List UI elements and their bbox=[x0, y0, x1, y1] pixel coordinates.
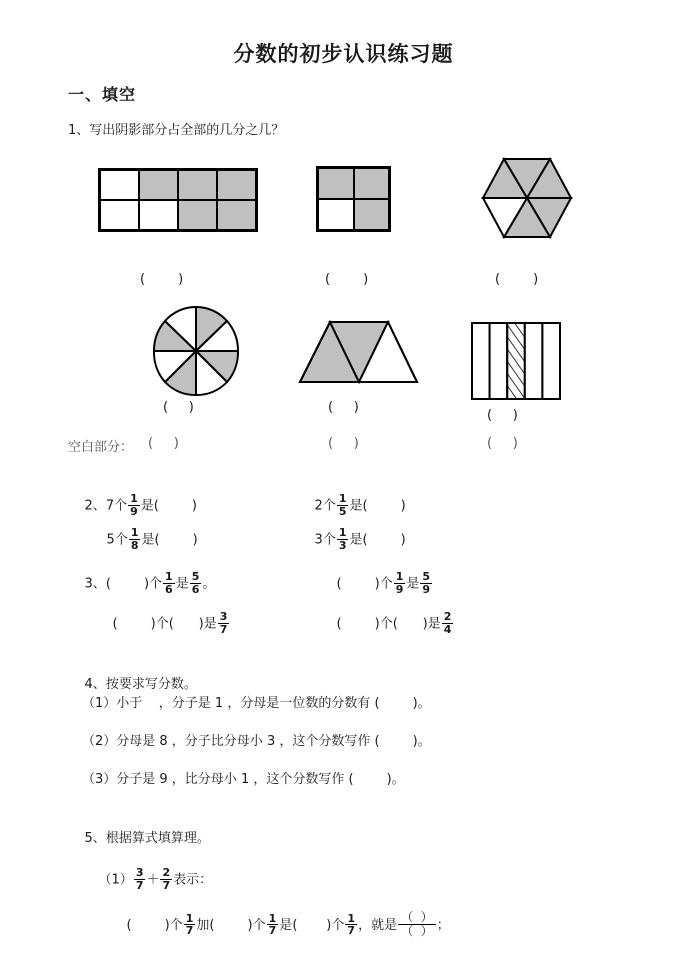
q3-item-4-verb: 是 bbox=[427, 616, 441, 632]
q5-blank-1[interactable]: ( ) bbox=[126, 918, 170, 934]
grid-cell bbox=[178, 170, 217, 200]
blank-under-grid-4[interactable]: ( ) bbox=[325, 272, 369, 287]
q2-item-2-verb: 是 bbox=[349, 498, 363, 514]
question-3-row-2-right bbox=[320, 596, 454, 650]
question-4-item-1[interactable]: （1）小于 ，分子是 1 ，分母是一位数的分数有 ( )。 bbox=[82, 696, 431, 711]
q5-verb: 是 bbox=[279, 918, 293, 934]
q2-item-3-unit: 个 bbox=[114, 532, 128, 548]
q3-item-2-verb: 是 bbox=[406, 576, 420, 592]
grid-cell bbox=[139, 200, 178, 230]
grid-cell bbox=[318, 168, 354, 199]
blank-under-grid-8[interactable]: ( ) bbox=[140, 272, 184, 287]
question-1-text: 写出阴影部分占全部的几分之几？ bbox=[89, 123, 285, 138]
q2-item-1-count: 7 bbox=[105, 498, 115, 514]
question-4-item-3[interactable]: （3）分子是 9 ，比分母小 1 ，这个分数写作 ( )。 bbox=[82, 772, 405, 787]
answer-fraction-blank[interactable]: $\frac{( )}{( )}$ bbox=[398, 911, 436, 937]
q2-item-1-unit: 个 bbox=[114, 498, 128, 514]
q2-item-4-unit: 个 bbox=[322, 532, 336, 548]
question-3-number: 3、 bbox=[84, 576, 106, 592]
grid-cell bbox=[318, 199, 354, 230]
fraction-one-seventh: $\frac{1}{7}$ bbox=[347, 911, 356, 938]
q2-item-4-verb: 是 bbox=[349, 532, 363, 548]
grid-cell bbox=[217, 170, 256, 200]
q2-item-1-blank[interactable]: ( ) bbox=[153, 498, 197, 514]
blank-part-label: 空白部分： bbox=[68, 440, 134, 455]
blank-part-answer-1[interactable]: ( ) bbox=[148, 436, 179, 451]
blank-part-answer-2[interactable]: ( ) bbox=[328, 436, 359, 451]
q3-item-1-unit: 个 bbox=[149, 576, 163, 592]
q2-item-2-unit: 个 bbox=[322, 498, 336, 514]
question-4-item-2[interactable]: （2）分母是 8 ，分子比分母小 3 ，这个分数写作 ( )。 bbox=[82, 734, 431, 749]
fraction-one-eighth: $\frac{1}{8}$ bbox=[130, 526, 139, 552]
fraction-one-fifth: $\frac{1}{5}$ bbox=[338, 492, 347, 518]
figure-circle-8-sectors bbox=[152, 305, 240, 401]
blank-part-answer-3[interactable]: ( ) bbox=[487, 436, 518, 451]
grid-cell bbox=[354, 168, 390, 199]
blank-under-trapezoid[interactable]: ( ) bbox=[328, 400, 359, 415]
q3-item-2-unit: 个 bbox=[379, 576, 393, 592]
page-title: 分数的初步认识练习题 bbox=[233, 42, 454, 66]
fraction-one-ninth: $\frac{1}{9}$ bbox=[130, 492, 138, 518]
q3-item-2-blank[interactable]: ( ) bbox=[336, 576, 380, 592]
fraction-one-sixth: $\frac{1}{6}$ bbox=[165, 570, 173, 596]
q5-item-1-label: （1） bbox=[98, 872, 133, 888]
figure-hexagon-6-triangles bbox=[481, 155, 573, 245]
question-5-number: 5、 bbox=[84, 831, 106, 846]
grid-cell bbox=[100, 170, 139, 200]
grid-cell bbox=[100, 200, 139, 230]
figure-rectangle-5-strips bbox=[470, 321, 562, 405]
q2-item-4-blank[interactable]: ( ) bbox=[362, 532, 406, 548]
question-5-text: 根据算式填算理。 bbox=[105, 831, 210, 846]
q3-item-3-verb: 是 bbox=[203, 616, 217, 632]
fraction-three-sevenths: $\frac{3}{7}$ bbox=[135, 866, 144, 892]
grid-cell bbox=[354, 199, 390, 230]
section-heading-fill-in-blanks: 一、填空 bbox=[68, 85, 137, 104]
fraction-five-sixths: $\frac{5}{6}$ bbox=[191, 570, 200, 596]
q3-item-1-verb: 是 bbox=[175, 576, 189, 592]
figure-grid-8-cells bbox=[98, 168, 258, 232]
q3-item-1-tail: 。 bbox=[202, 576, 216, 592]
q3-item-1-blank[interactable]: ( ) bbox=[105, 576, 150, 592]
q2-item-3-blank[interactable]: ( ) bbox=[154, 532, 198, 548]
blank-under-hexagon[interactable]: ( ) bbox=[495, 272, 539, 287]
blank-under-circle[interactable]: ( ) bbox=[163, 400, 194, 415]
fraction-one-third: $\frac{1}{3}$ bbox=[338, 526, 347, 552]
q3-item-4-blank2[interactable]: ( ) bbox=[392, 616, 428, 632]
figure-grid-4-cells bbox=[316, 166, 391, 232]
q5-blank-3[interactable]: ( ) bbox=[292, 918, 332, 934]
question-3-row-2 bbox=[96, 596, 230, 650]
q2-item-2-blank[interactable]: ( ) bbox=[362, 498, 406, 514]
q5-comma-text: ，就是 bbox=[358, 918, 398, 934]
grid-cell bbox=[139, 170, 178, 200]
q3-item-3-blank2[interactable]: ( ) bbox=[168, 616, 204, 632]
q2-item-2-count: 2 bbox=[314, 498, 323, 514]
q3-item-3-blank[interactable]: ( ) bbox=[112, 616, 156, 632]
grid-cell bbox=[178, 200, 217, 230]
q3-item-4-unit: 个 bbox=[379, 616, 393, 632]
q2-item-3-verb: 是 bbox=[141, 532, 155, 548]
figure-trapezoid-4-triangles bbox=[298, 318, 420, 390]
q5-end: ； bbox=[436, 918, 450, 934]
q2-item-1-verb: 是 bbox=[140, 498, 154, 514]
fraction-two-sevenths: $\frac{2}{7}$ bbox=[162, 866, 171, 892]
fraction-three-sevenths: $\frac{3}{7}$ bbox=[219, 610, 228, 636]
q5-operator: ＋ bbox=[146, 872, 160, 888]
grid-cell bbox=[217, 200, 256, 230]
q5-unit-3: 个 bbox=[331, 918, 345, 934]
q5-unit-2: 个 bbox=[252, 918, 266, 934]
q5-suffix: 表示： bbox=[173, 872, 213, 888]
fraction-five-ninths: $\frac{5}{9}$ bbox=[422, 570, 431, 596]
fraction-one-ninth: $\frac{1}{9}$ bbox=[395, 570, 404, 596]
q5-op-add: 加 bbox=[196, 918, 210, 934]
q5-unit-1: 个 bbox=[169, 918, 183, 934]
q5-blank-2[interactable]: ( ) bbox=[209, 918, 253, 934]
q3-item-4-blank[interactable]: ( ) bbox=[336, 616, 380, 632]
fraction-one-seventh: $\frac{1}{7}$ bbox=[268, 911, 277, 938]
q2-item-4-count: 3 bbox=[314, 532, 323, 548]
blank-under-strips[interactable]: ( ) bbox=[487, 408, 518, 423]
q2-item-3-count: 5 bbox=[106, 532, 115, 548]
question-4-number: 4、 bbox=[84, 677, 106, 692]
q3-item-3-unit: 个 bbox=[155, 616, 169, 632]
question-5-item-1-reasoning bbox=[110, 896, 450, 952]
question-4-text: 按要求写分数。 bbox=[105, 677, 197, 692]
fraction-two-quarters: $\frac{2}{4}$ bbox=[443, 610, 452, 636]
fraction-one-seventh: $\frac{1}{7}$ bbox=[185, 911, 194, 938]
question-1-prompt bbox=[68, 122, 284, 140]
question-1-number: 1、 bbox=[68, 123, 90, 138]
question-2-number: 2、 bbox=[84, 498, 106, 514]
